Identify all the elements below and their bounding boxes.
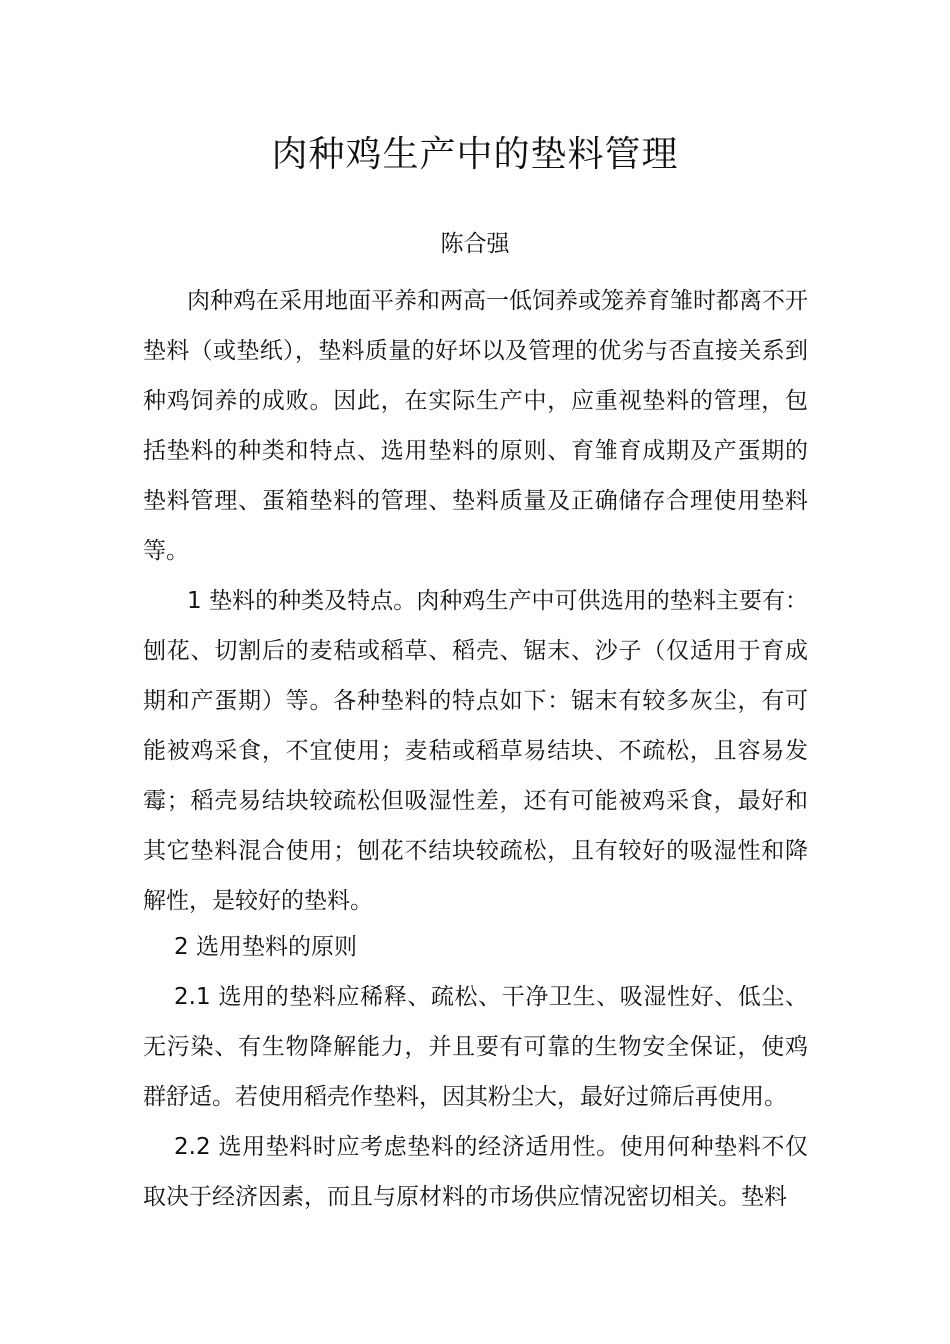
paragraph-intro: 肉种鸡在采用地面平养和两高一低饲养或笼养育雏时都离不开垫料（或垫纸），垫料质量的好坏以及管理的优劣与否直接关系到种鸡饲养的成败。因此，在实际生产中，应重视垫料的管理，包括垫料的种类和特点、选用垫料的原则、育雏育成期及产蛋期的垫料管理、蛋箱垫料的管理、垫料质量及正确储存合理使用垫料等。 xyxy=(143,288,808,564)
document-author: 陈合强 xyxy=(440,231,510,257)
paragraph-principle-2-2: 2.2 选用垫料时应考虑垫料的经济适用性。使用何种垫料不仅取决于经济因素，而且与原材料的市场供应情况密切相关。垫料 xyxy=(143,1134,808,1210)
section-heading-selection-principles: 2 选用垫料的原则 xyxy=(174,934,357,960)
document-title: 肉种鸡生产中的垫料管理 xyxy=(271,134,679,175)
paragraph-principle-2-1: 2.1 选用的垫料应稀释、疏松、干净卫生、吸湿性好、低尘、无污染、有生物降解能力，并且要有可靠的生物安全保证，使鸡群舒适。若使用稻壳作垫料，因其粉尘大，最好过筛后再使用。 xyxy=(143,984,808,1110)
paragraph-litter-types: 1 垫料的种类及特点。肉种鸡生产中可供选用的垫料主要有：刨花、切割后的麦秸或稻草、稻壳、锯末、沙子（仅适用于育成期和产蛋期）等。各种垫料的特点如下：锯末有较多灰尘，有可能被鸡采食，不宜使用；麦秸或稻草易结块、不疏松，且容易发霉；稻壳易结块较疏松但吸湿性差，还有可能被鸡采食，最好和其它垫料混合使用；刨花不结块较疏松，且有较好的吸湿性和降解性，是较好的垫料。 xyxy=(143,588,808,914)
